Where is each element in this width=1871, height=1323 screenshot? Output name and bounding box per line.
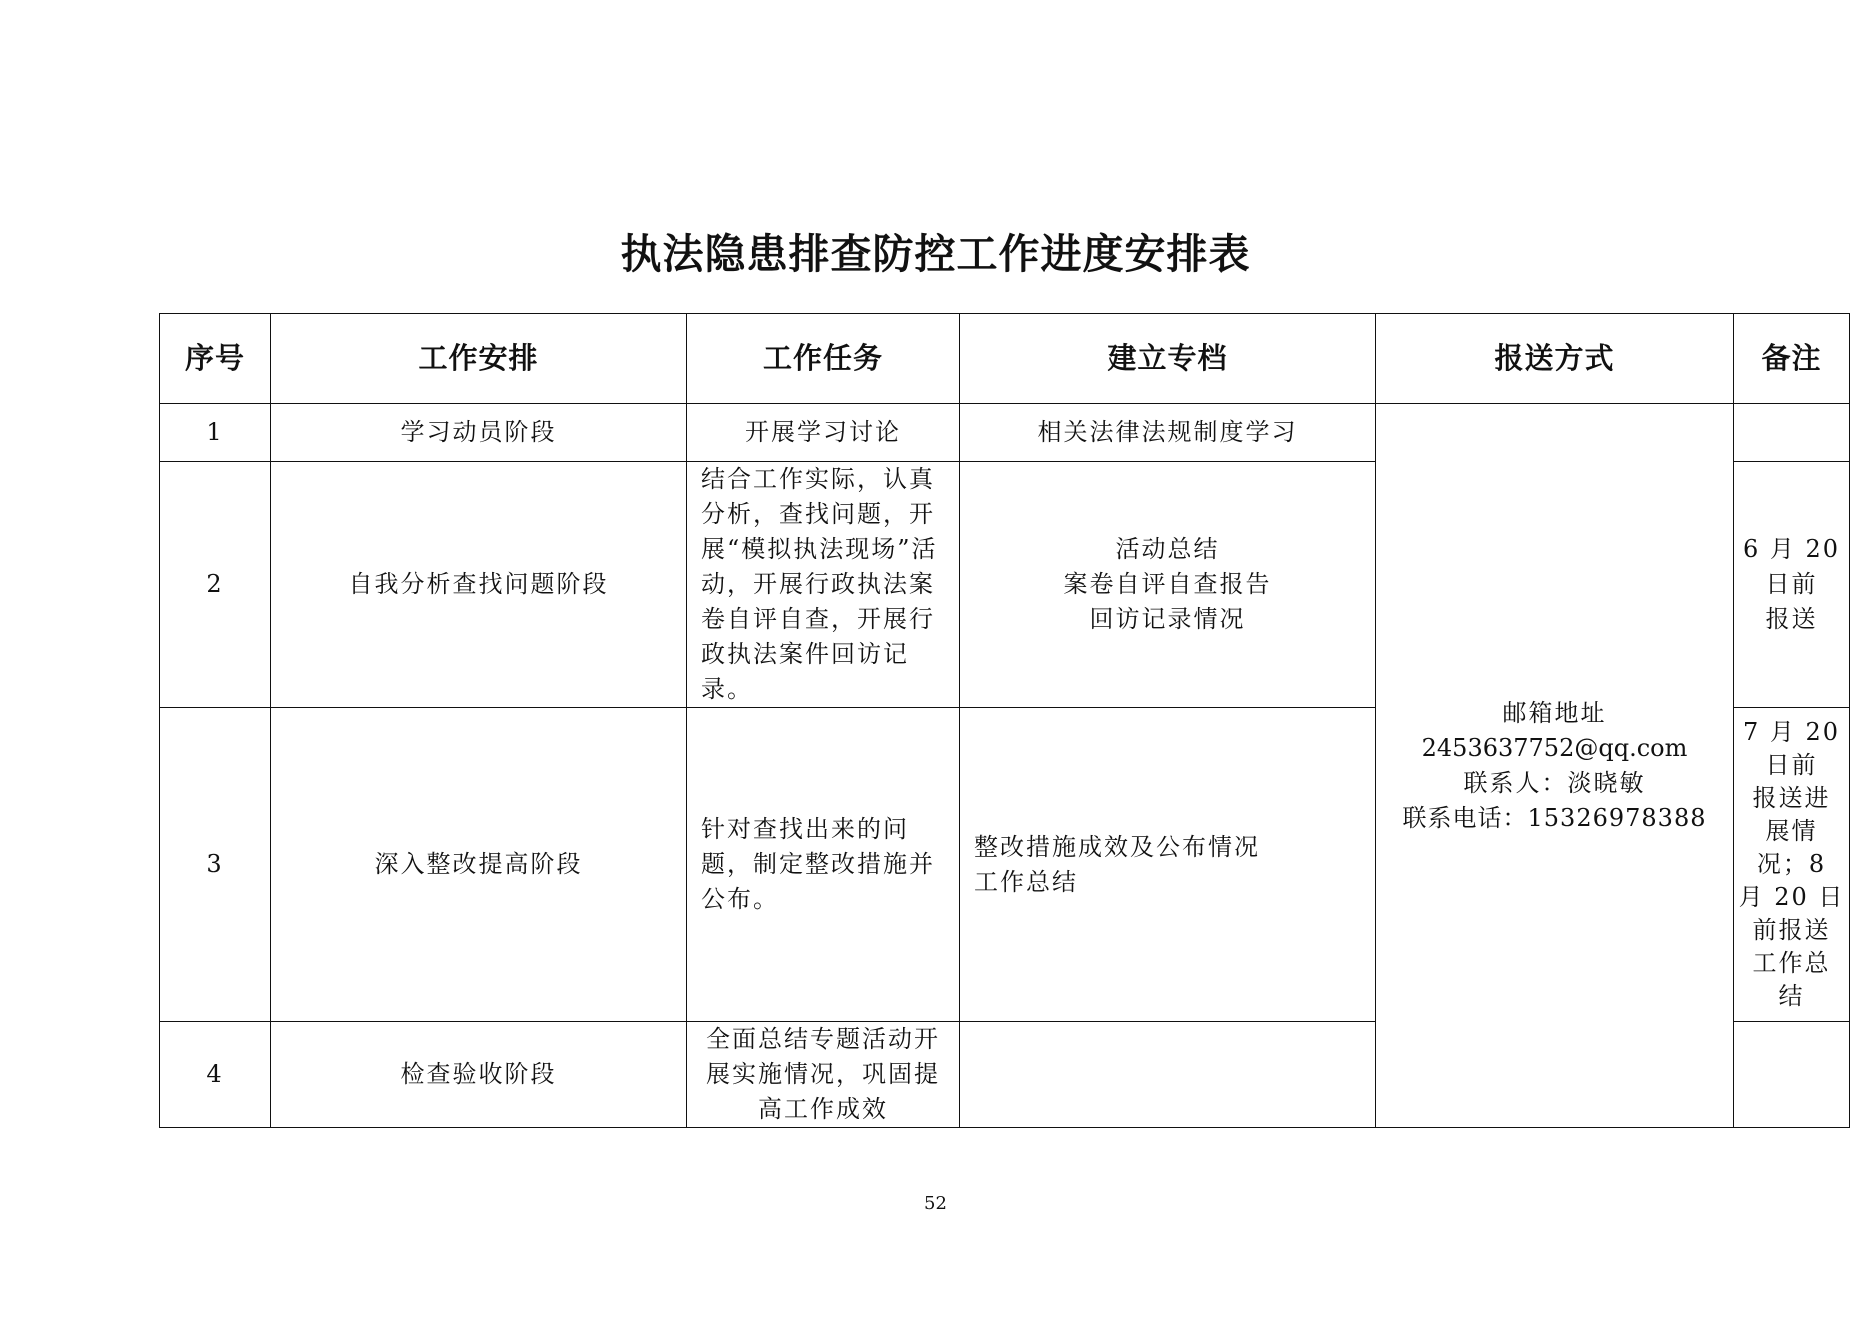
row-index: 1 bbox=[160, 404, 271, 462]
archive-item: 案卷自评自查报告 bbox=[1063, 570, 1272, 598]
remark-line: 展情 bbox=[1765, 817, 1818, 845]
header-task: 工作任务 bbox=[687, 314, 960, 404]
row-remarks bbox=[1734, 1022, 1850, 1128]
header-index: 序号 bbox=[160, 314, 271, 404]
email-address: 2453637752@qq.com bbox=[1421, 733, 1688, 762]
table-header-row bbox=[160, 314, 1850, 404]
row-arrangement: 自我分析查找问题阶段 bbox=[271, 462, 687, 708]
contact-phone: 联系电话：15326978388 bbox=[1402, 803, 1707, 832]
row-remarks bbox=[1734, 404, 1850, 462]
row-arrangement: 检查验收阶段 bbox=[271, 1022, 687, 1128]
row-task: 结合工作实际，认真分析，查找问题，开展“模拟执法现场”活动，开展行政执法案卷自评自查，开展行政执法案件回访记录。 bbox=[687, 462, 960, 708]
archive-item: 活动总结 bbox=[1115, 535, 1220, 563]
row-task: 开展学习讨论 bbox=[687, 404, 960, 462]
row-archive bbox=[960, 404, 1376, 462]
row-arrangement: 深入整改提高阶段 bbox=[271, 708, 687, 1022]
remark-line: 月 20 日 bbox=[1738, 883, 1845, 911]
remark-line: 前报送 bbox=[1752, 916, 1831, 944]
header-arrangement: 工作安排 bbox=[271, 314, 687, 404]
row-remarks bbox=[1734, 462, 1850, 708]
header-submission: 报送方式 bbox=[1376, 314, 1734, 404]
submission-cell bbox=[1376, 404, 1734, 1128]
remark-line: 报送进 bbox=[1752, 784, 1831, 812]
row-task: 全面总结专题活动开展实施情况，巩固提高工作成效 bbox=[687, 1022, 960, 1128]
page-number: 52 bbox=[924, 1193, 947, 1214]
row-archive bbox=[960, 1022, 1376, 1128]
header-remarks: 备注 bbox=[1734, 314, 1850, 404]
remark-line: 报送 bbox=[1765, 605, 1818, 633]
row-archive bbox=[960, 462, 1376, 708]
archive-item: 工作总结 bbox=[974, 867, 1078, 896]
remark-line: 工作总 bbox=[1752, 949, 1831, 977]
email-label: 邮箱地址 bbox=[1502, 698, 1607, 727]
archive-item: 回访记录情况 bbox=[1089, 605, 1246, 633]
archive-item: 相关法律法规制度学习 bbox=[1037, 418, 1298, 446]
contact-person: 联系人：淡晓敏 bbox=[1463, 768, 1646, 797]
document-title: 执法隐患排查防控工作进度安排表 bbox=[620, 230, 1251, 278]
table-row bbox=[160, 404, 1850, 462]
row-index: 4 bbox=[160, 1022, 271, 1128]
remark-line: 7 月 20 bbox=[1742, 718, 1841, 746]
remark-line: 况；8 bbox=[1756, 850, 1827, 878]
remark-line: 6 月 20 bbox=[1742, 535, 1841, 563]
row-arrangement: 学习动员阶段 bbox=[271, 404, 687, 462]
row-remarks bbox=[1734, 708, 1850, 1022]
row-index: 3 bbox=[160, 708, 271, 1022]
remark-line: 日前 bbox=[1765, 751, 1818, 779]
remark-line: 日前 bbox=[1765, 570, 1818, 598]
archive-item: 整改措施成效及公布情况 bbox=[974, 832, 1260, 861]
header-archive: 建立专档 bbox=[960, 314, 1376, 404]
row-task: 针对查找出来的问题，制定整改措施并公布。 bbox=[687, 708, 960, 1022]
row-index: 2 bbox=[160, 462, 271, 708]
schedule-table bbox=[159, 313, 1850, 1128]
row-archive bbox=[960, 708, 1376, 1022]
remark-line: 结 bbox=[1778, 982, 1805, 1010]
